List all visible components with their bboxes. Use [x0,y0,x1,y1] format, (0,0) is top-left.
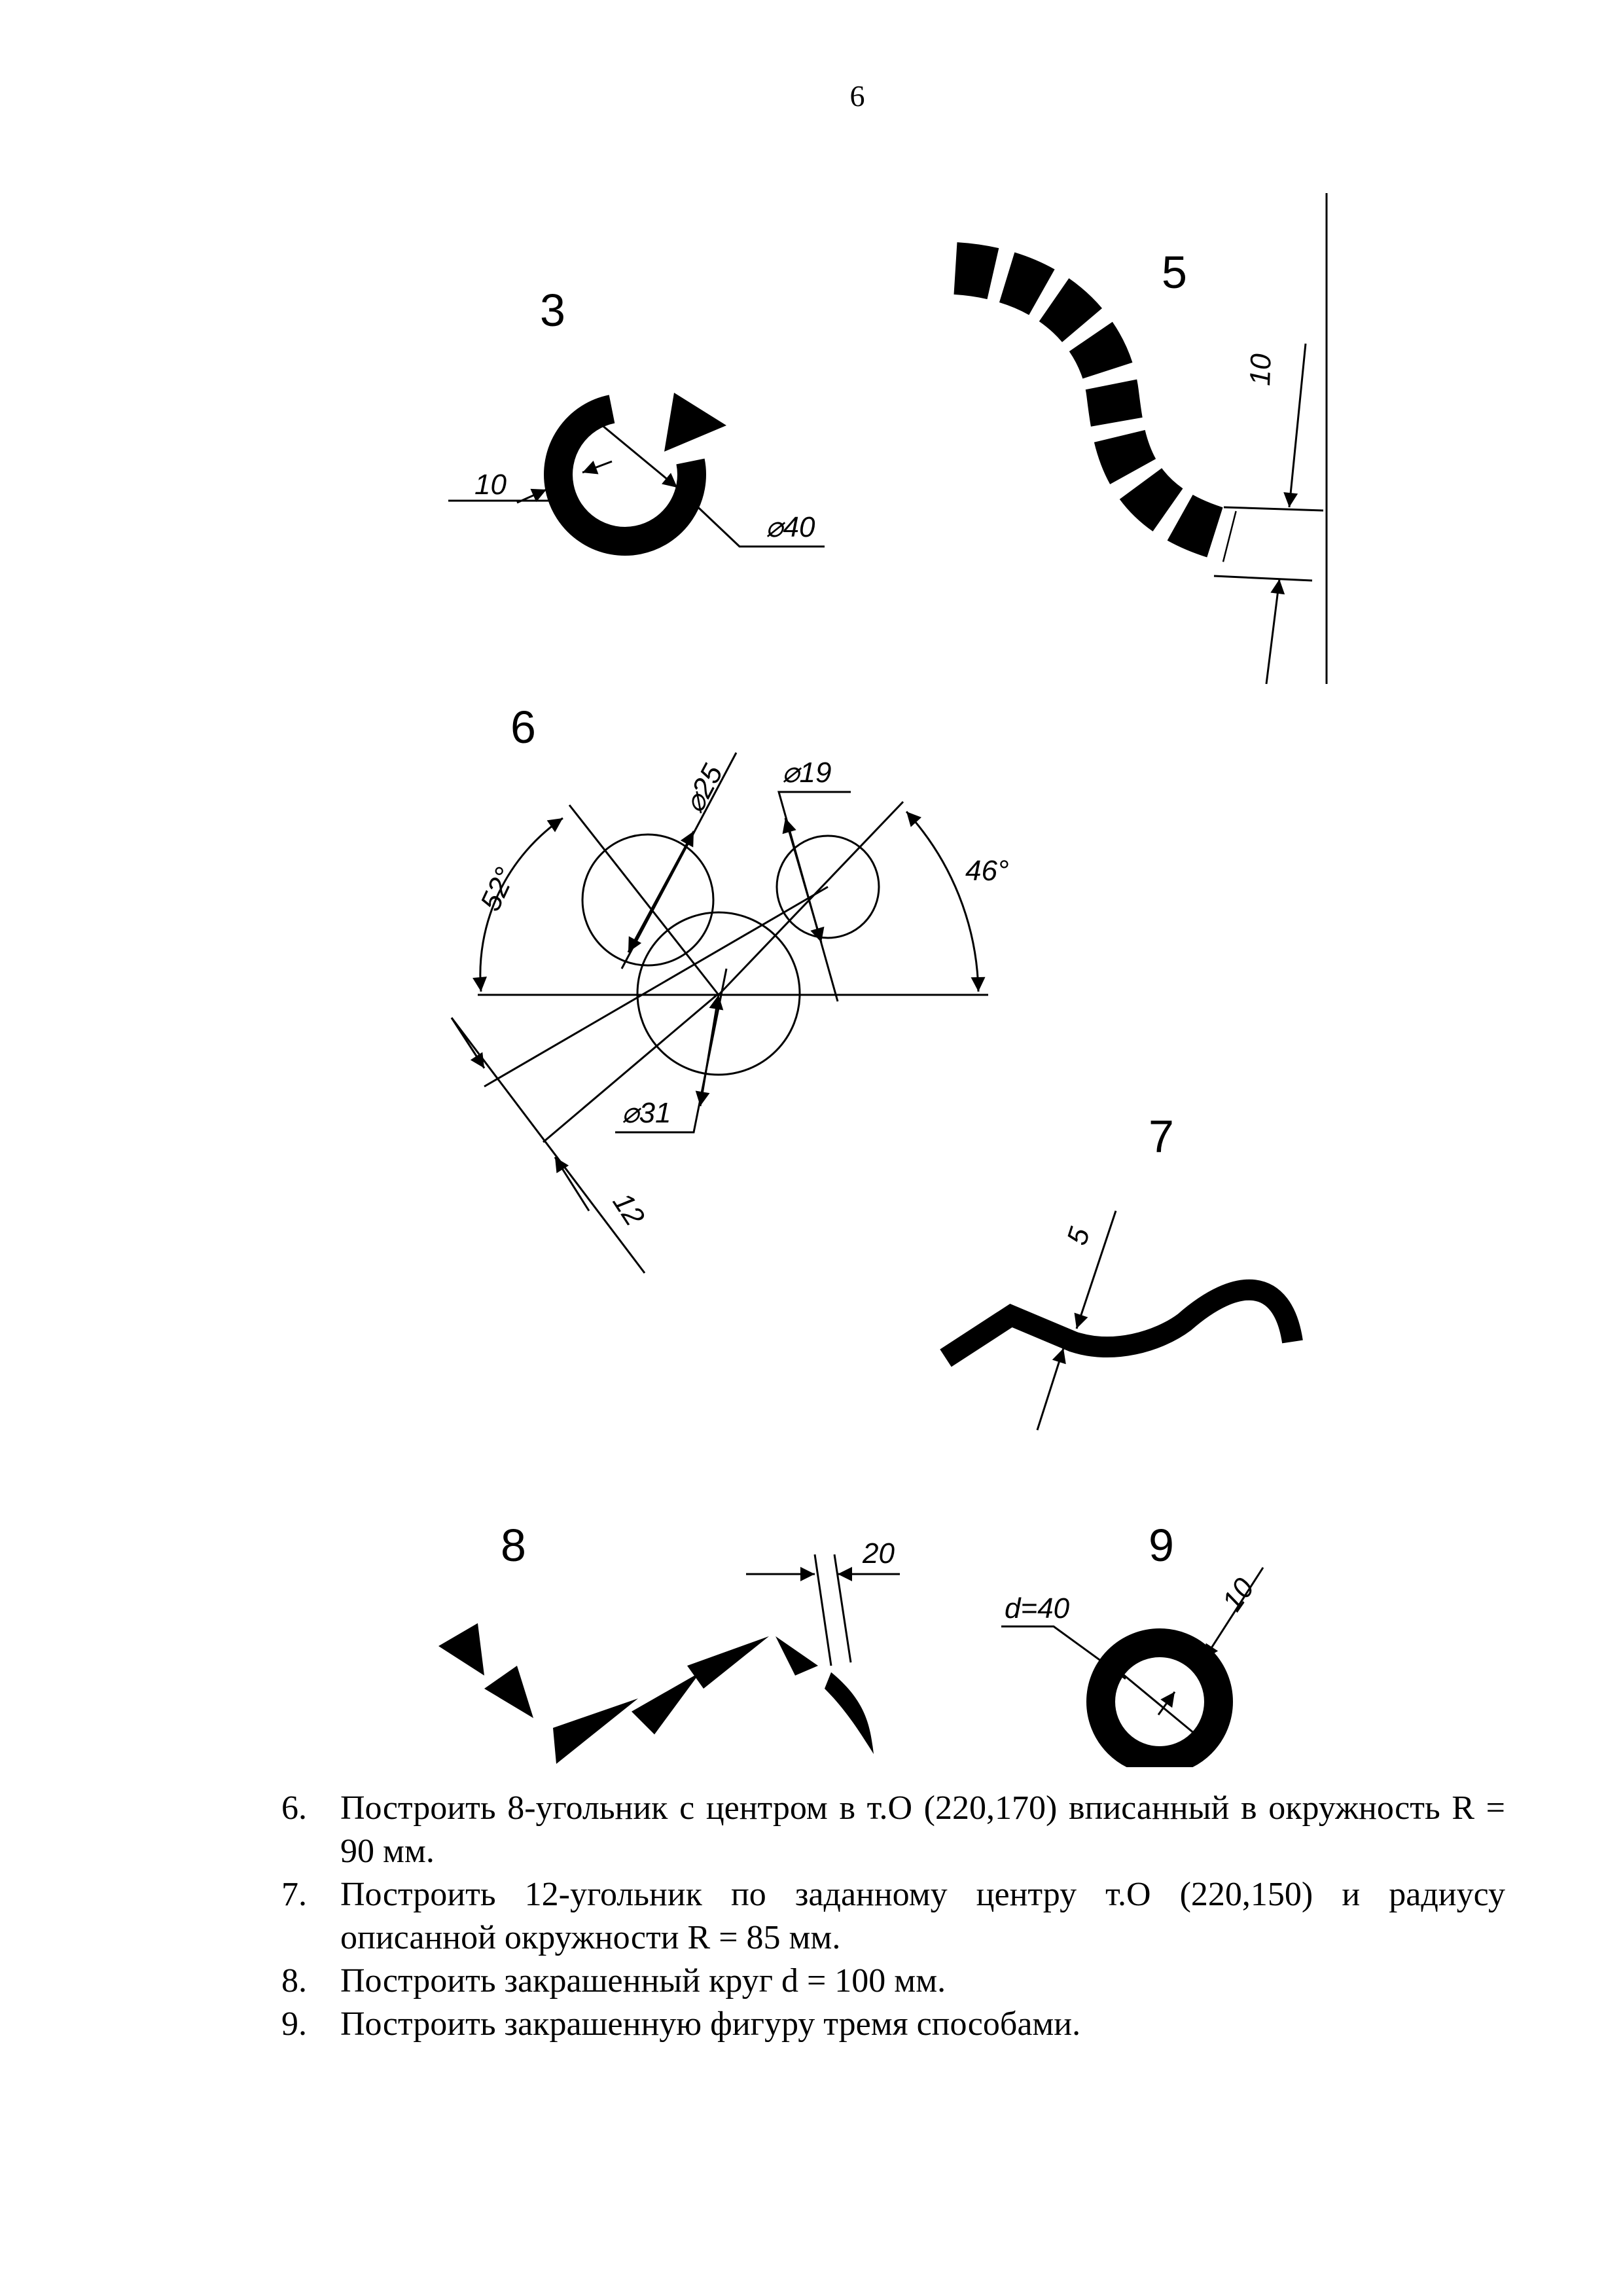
dim-angle-52: 52° [474,863,522,916]
dim-d25: ⌀25 [677,759,730,818]
task-number: 9. [281,2005,307,2043]
task-item [281,1960,1505,2003]
task-text: Построить закрашенную фигуру тремя способами. [340,2005,1081,2043]
task-text: Построить 8-угольник с центром в т.О (220,170) вписанный в окружность R = 90 мм. [340,1789,1505,1870]
figure-9 [1001,1520,1263,1761]
dim-thickness-10: 10 [474,469,507,501]
figure-8-label: 8 [501,1520,526,1571]
figure-6 [452,702,1009,1273]
dashed-s-curve [955,268,1230,537]
task-item [281,1787,1505,1873]
figure-6-label: 6 [510,702,536,753]
task-list [281,1787,1505,2046]
ring-arrowhead [664,393,726,452]
dim-width-5: 5 [1060,1223,1097,1249]
task-number: 8. [281,1962,307,2000]
dim-d19: ⌀19 [782,757,832,789]
figure-9-label: 9 [1149,1520,1174,1571]
figure-3-label: 3 [540,285,565,336]
page-number: 6 [849,79,865,113]
task-item [281,2003,1505,2046]
figure-5 [955,193,1327,684]
dim-angle-46: 46° [965,855,1009,887]
dim-d40: d=40 [1005,1592,1070,1624]
figure-7-label: 7 [1149,1111,1174,1162]
dim-thickness-10: 10 [1216,1572,1261,1617]
dim-distance-12: 12 [606,1187,651,1232]
dim-width-10: 10 [1244,353,1277,387]
task-number: 7. [281,1876,307,1913]
figure-8 [438,1520,900,1764]
task-text: Построить 12-угольник по заданному центру т.О (220,150) и радиусу описанной окружности R = 85 мм. [340,1876,1505,1956]
dim-width-20: 20 [863,1537,895,1570]
task-number: 6. [281,1789,307,1827]
task-text: Построить закрашенный круг d = 100 мм. [340,1962,946,2000]
circle-d25 [582,834,713,965]
dim-diameter-40: ⌀40 [766,511,815,543]
dim-d31: ⌀31 [622,1097,671,1129]
ring-d40 [1101,1643,1219,1761]
polyline-thick-shape [946,1290,1293,1358]
task-item [281,1873,1505,1960]
figure-5-label: 5 [1162,247,1187,298]
figure-3 [448,285,825,547]
figure-7 [946,1111,1293,1430]
